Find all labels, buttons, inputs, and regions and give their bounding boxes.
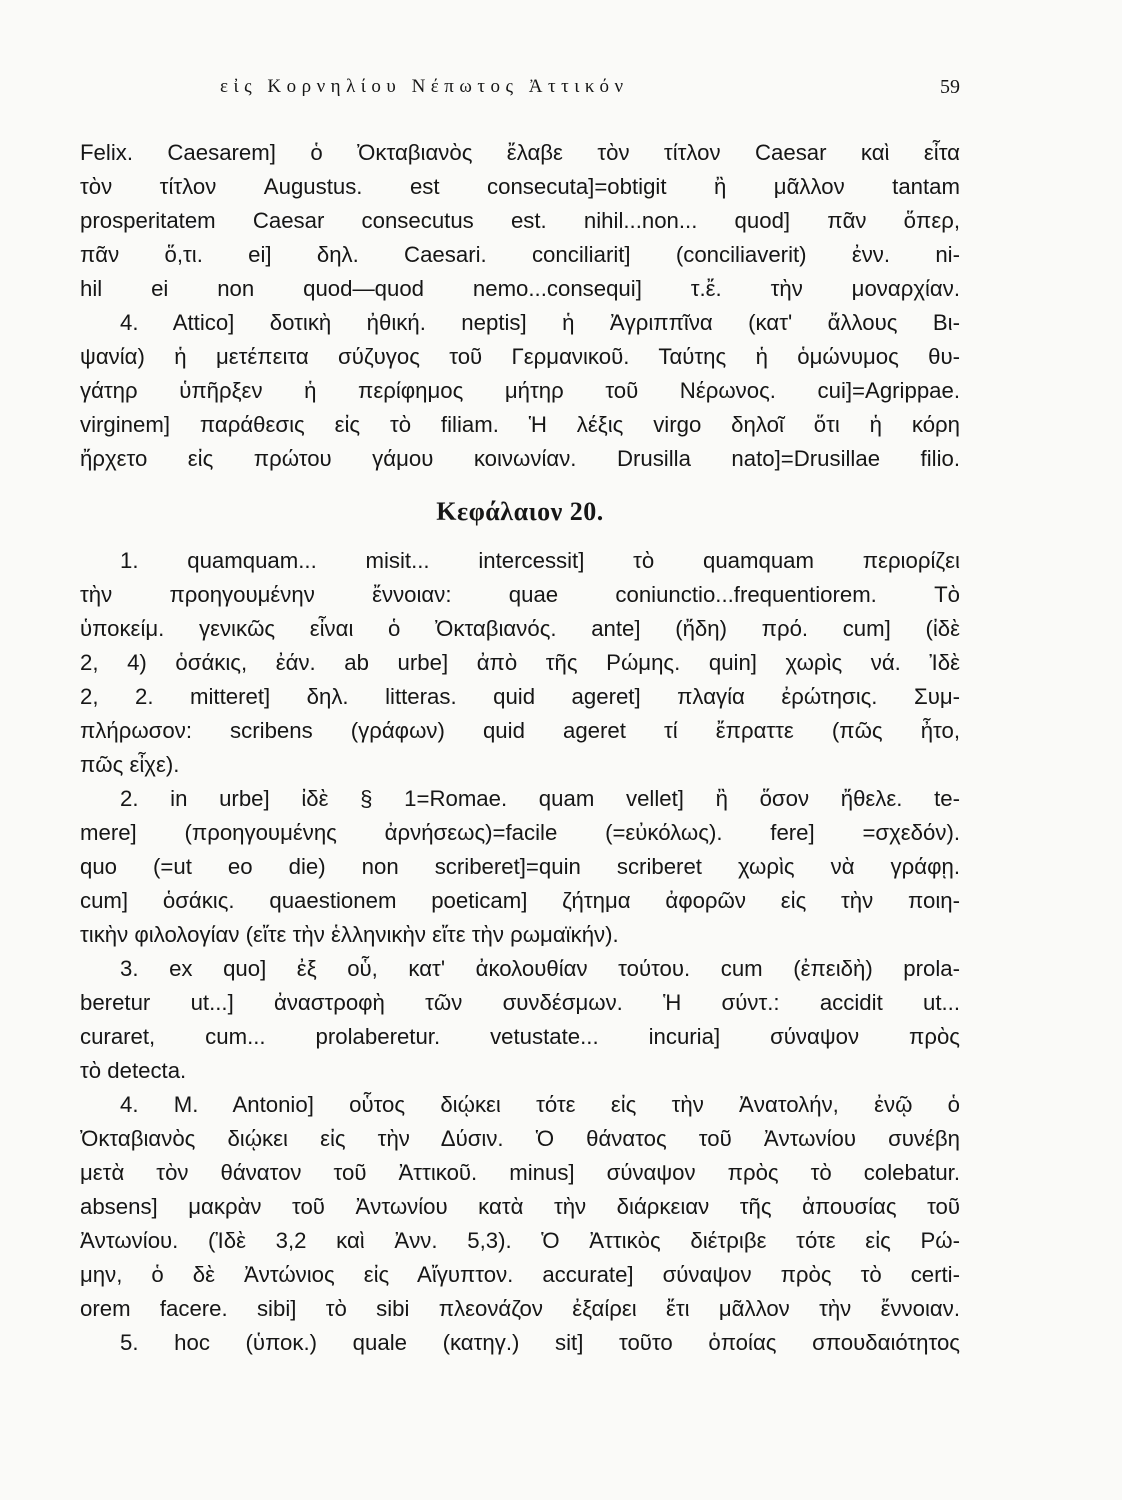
text-line: ὑποκείμ. γενικῶς εἶναι ὁ Ὀκταβιανός. ante] (ἤδη) πρό. cum] (ἰδὲ — [80, 616, 960, 641]
text-line: absens] μακρὰν τοῦ Ἀντωνίου κατὰ τὴν διάρκειαν τῆς ἀπουσίας τοῦ — [80, 1194, 960, 1219]
text-line: cum] ὁσάκις. quaestionem poeticam] ζήτημα ἀφορῶν εἰς τὴν ποιη- — [80, 888, 960, 913]
running-title: εἰς Κορνηλίου Νέπωτος Ἀττικόν — [220, 76, 629, 97]
text-line: 2. in urbe] ἰδὲ § 1=Romae. quam vellet] ἢ ὅσον ἤθελε. te- — [120, 786, 960, 811]
text-line: Ἀντωνίου. (Ἰδὲ 3,2 καὶ Ἀνν. 5,3). Ὁ Ἀττικὸς διέτριβε τότε εἰς Ρώ- — [80, 1228, 960, 1253]
text-line: Ὀκταβιανὸς διῴκει εἰς τὴν Δύσιν. Ὁ θάνατος τοῦ Ἀντωνίου συνέβη — [80, 1126, 960, 1151]
text-line: hil ei non quod—quod nemo...consequi] τ.ἔ. τὴν μοναρχίαν. — [80, 276, 960, 301]
text-line: τὴν προηγουμένην ἔννοιαν: quae coniunctio...frequentiorem. Τὸ — [80, 582, 960, 607]
text-line: πᾶν ὅ,τι. ei] δηλ. Caesari. conciliarit] (conciliaverit) ἐνν. ni- — [80, 242, 960, 267]
text-line: μετὰ τὸν θάνατον τοῦ Ἀττικοῦ. minus] σύναψον πρὸς τὸ colebatur. — [80, 1160, 960, 1185]
text-line: 2, 2. mitteret] δηλ. litteras. quid ageret] πλαγία ἐρώτησις. Συμ- — [80, 684, 960, 709]
page-number: 59 — [940, 76, 960, 98]
text-line: πῶς εἶχε). — [80, 752, 180, 777]
text-line: virginem] παράθεσις εἰς τὸ filiam. Ἡ λέξις virgo δηλοῖ ὅτι ἡ κόρη — [80, 412, 960, 437]
text-line: 4. Attico] δοτικὴ ἠθική. neptis] ἡ Ἀγριππῖνα (κατ' ἄλλους Βι- — [120, 310, 960, 335]
text-line: μην, ὁ δὲ Ἀντώνιος εἰς Αἴγυπτον. accurate] σύναψον πρὸς τὸ certi- — [80, 1262, 960, 1287]
text-line: mere] (προηγουμένης ἀρνήσεως)=facile (=εὐκόλως). fere] =σχεδόν). — [80, 820, 960, 845]
text-line: quo (=ut eo die) non scriberet]=quin scriberet χωρὶς νὰ γράφῃ. — [80, 854, 960, 879]
text-line: 3. ex quo] ἐξ οὗ, κατ' ἀκολουθίαν τούτου. cum (ἐπειδὴ) prola- — [120, 956, 960, 981]
text-line: 1. quamquam... misit... intercessit] τὸ quamquam περιορίζει — [120, 548, 960, 573]
text-line: curaret, cum... prolaberetur. vetustate... incuria] σύναψον πρὸς — [80, 1024, 960, 1049]
text-line: ψανία) ἡ μετέπειτα σύζυγος τοῦ Γερμανικοῦ. Ταύτης ἡ ὁμώνυμος θυ- — [80, 344, 960, 369]
text-line: orem facere. sibi] τὸ sibi πλεονάζον ἐξαίρει ἔτι μᾶλλον τὴν ἔννοιαν. — [80, 1296, 960, 1321]
text-line: 5. hoc (ὑποκ.) quale (κατηγ.) sit] τοῦτο ὁποίας σπουδαιότητος — [120, 1330, 960, 1355]
commentary-section-chapter-20 — [80, 544, 960, 1360]
text-line: πλήρωσον: scribens (γράφων) quid ageret τί ἔπραττε (πῶς ἦτο, — [80, 718, 960, 743]
text-line: Felix. Caesarem] ὁ Ὀκταβιανὸς ἔλαβε τὸν τίτλον Caesar καὶ εἶτα — [80, 140, 960, 165]
chapter-heading: Κεφάλαιον 20. — [436, 497, 604, 526]
text-line: ἤρχετο εἰς πρώτου γάμου κοινωνίαν. Drusilla nato]=Drusillae filio. — [80, 446, 960, 471]
text-line: beretur ut...] ἀναστροφὴ τῶν συνδέσμων. Ἡ σύντ.: accidit ut... — [80, 990, 960, 1015]
text-line: τὸν τίτλον Augustus. est consecuta]=obtigit ἢ μᾶλλον tantam — [80, 174, 960, 199]
text-line: 4. M. Antonio] οὗτος διῴκει τότε εἰς τὴν Ἀνατολήν, ἐνῷ ὁ — [120, 1092, 960, 1117]
text-line: τικὴν φιλολογίαν (εἴτε τὴν ἑλληνικὴν εἴτε τὴν ρωμαϊκήν). — [80, 922, 619, 947]
text-line: 2, 4) ὁσάκις, ἐάν. ab urbe] ἀπὸ τῆς Ρώμης. quin] χωρὶς νά. Ἰδὲ — [80, 650, 960, 675]
book-page — [80, 72, 960, 1482]
running-header — [80, 72, 960, 108]
text-line: τὸ detecta. — [80, 1058, 187, 1083]
commentary-section-chapter-19 — [80, 136, 960, 476]
text-line: γάτηρ ὑπῆρξεν ἡ περίφημος μήτηρ τοῦ Νέρωνος. cui]=Agrippae. — [80, 378, 960, 403]
text-line: prosperitatem Caesar consecutus est. nihil...non... quod] πᾶν ὅπερ, — [80, 208, 960, 233]
